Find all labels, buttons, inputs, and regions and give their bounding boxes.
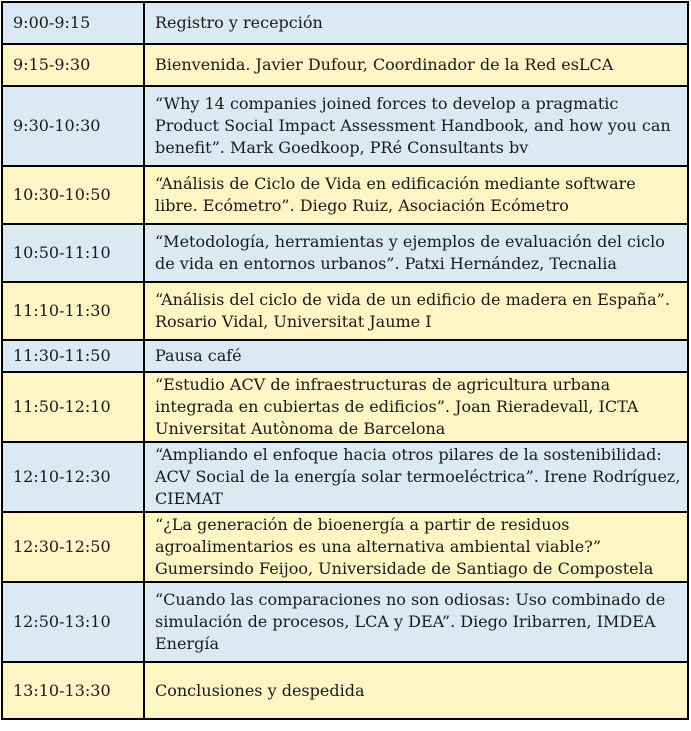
agenda-row <box>2 282 688 340</box>
session-description: Conclusiones y despedida <box>144 662 688 719</box>
session-time: 9:30-10:30 <box>2 86 144 166</box>
session-description: “¿La generación de bioenergía a partir de residuos agroalimentarios es una alternativa ambiental viable?” Gumersindo Feijoo, Universidade de Santiago de Compostela <box>144 512 688 582</box>
session-description: “Why 14 companies joined forces to develop a pragmatic Product Social Impact Assessment Handbook, and how you can benefit”. Mark Goedkoop, PRé Consultants bv <box>144 86 688 166</box>
session-time: 9:15-9:30 <box>2 44 144 86</box>
session-time: 12:30-12:50 <box>2 512 144 582</box>
agenda-row <box>2 44 688 86</box>
session-description: “Cuando las comparaciones no son odiosas: Uso combinado de simulación de procesos, LCA y DEA”. Diego Iribarren, IMDEA Energía <box>144 582 688 662</box>
agenda-row <box>2 582 688 662</box>
agenda-row <box>2 442 688 512</box>
session-time: 12:50-13:10 <box>2 582 144 662</box>
session-time: 11:30-11:50 <box>2 340 144 372</box>
session-description: “Metodología, herramientas y ejemplos de evaluación del ciclo de vida en entornos urbanos”. Patxi Hernández, Tecnalia <box>144 224 688 282</box>
agenda-row <box>2 86 688 166</box>
session-description: “Análisis del ciclo de vida de un edificio de madera en España”. Rosario Vidal, Universitat Jaume I <box>144 282 688 340</box>
session-description: “Ampliando el enfoque hacia otros pilares de la sostenibilidad: ACV Social de la energía solar termoeléctrica”. Irene Rodríguez, CIEMAT <box>144 442 688 512</box>
session-time: 11:10-11:30 <box>2 282 144 340</box>
agenda-row <box>2 224 688 282</box>
agenda-row <box>2 340 688 372</box>
session-description: Registro y recepción <box>144 2 688 44</box>
agenda-table <box>1 1 689 720</box>
session-time: 13:10-13:30 <box>2 662 144 719</box>
agenda-row <box>2 512 688 582</box>
session-description: “Análisis de Ciclo de Vida en edificación mediante software libre. Ecómetro”. Diego Ruiz, Asociación Ecómetro <box>144 166 688 224</box>
session-time: 11:50-12:10 <box>2 372 144 442</box>
agenda-row <box>2 662 688 719</box>
session-time: 10:50-11:10 <box>2 224 144 282</box>
session-description: Pausa café <box>144 340 688 372</box>
agenda-row <box>2 372 688 442</box>
session-time: 10:30-10:50 <box>2 166 144 224</box>
agenda-row <box>2 2 688 44</box>
agenda-row <box>2 166 688 224</box>
session-time: 9:00-9:15 <box>2 2 144 44</box>
session-time: 12:10-12:30 <box>2 442 144 512</box>
session-description: Bienvenida. Javier Dufour, Coordinador de la Red esLCA <box>144 44 688 86</box>
session-description: “Estudio ACV de infraestructuras de agricultura urbana integrada en cubiertas de edificios”. Joan Rieradevall, ICTA Universitat Autònoma de Barcelona <box>144 372 688 442</box>
